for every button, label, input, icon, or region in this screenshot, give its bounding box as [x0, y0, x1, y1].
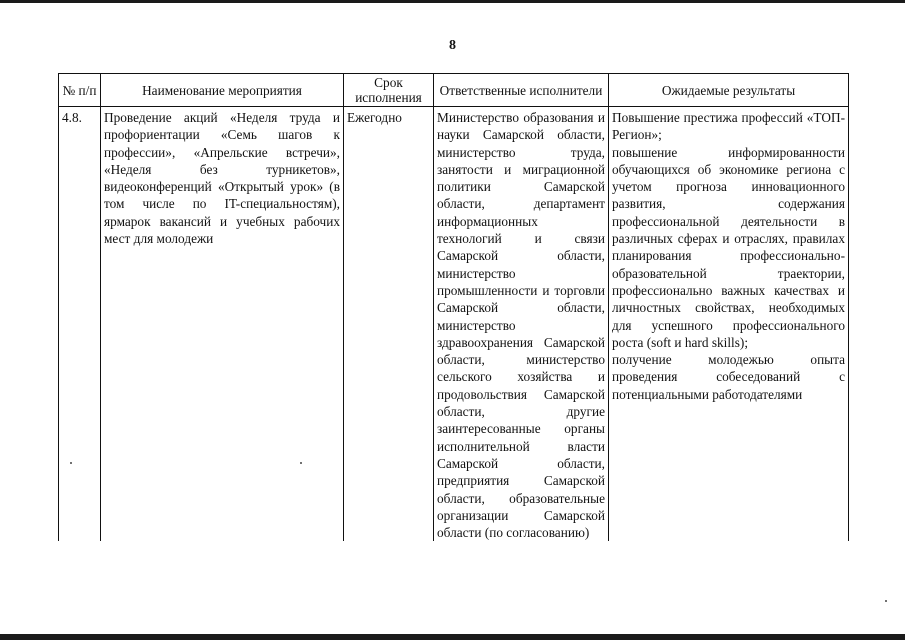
table-header-row: [59, 74, 849, 107]
header-number-line-1: №: [62, 82, 76, 98]
result-item: повышение информированности обучающихся об экономике региона с учетом прогноза инновационного развития, содержания профессиональной деятельности в различных сферах и отраслях, правилах планирования профессионально-образовательной траектории, профессионально важных качествах и личностных свойствах, необходимых для успешного профессионального роста (soft и hard skills);: [612, 144, 845, 350]
scan-speck: [885, 600, 887, 602]
header-results: Ожидаемые результаты: [609, 74, 849, 107]
table-row: [59, 107, 849, 542]
scan-speck: [70, 462, 72, 464]
result-item: получение молодежью опыта проведения собеседований с потенциальными работодателями: [612, 352, 845, 402]
events-table: [58, 73, 849, 541]
scan-bottom-edge: [0, 634, 905, 640]
scan-top-edge: [0, 0, 905, 3]
header-term: [344, 74, 434, 107]
scan-speck: [300, 462, 302, 464]
row-event-name: Проведение акций «Неделя труда и профориентации «Семь шагов к профессии», «Апрельские встречи», «Неделя без турникетов», видеоконференций «Открытый урок» (в том числе по IT-специальностям), ярмарок вакансий и учебных рабочих мест для молодежи: [101, 107, 344, 542]
page-number: 8: [449, 38, 456, 53]
row-term: Ежегодно: [344, 107, 434, 542]
header-number: [59, 74, 101, 107]
result-item: Повышение престижа профессий «ТОП-Регион»;: [612, 110, 845, 143]
row-results: [609, 107, 849, 542]
header-responsible-line-1: Ответственные: [439, 82, 527, 98]
row-responsible: Министерство образования и науки Самарской области, министерство труда, занятости и миграционной политики Самарской области, департамент информационных технологий и связи Самарской области, министерство промышленности и торговли Самарской области, министерство здравоохранения Самарской области, министерство сельского хозяйства и продовольствия Самарской области, другие заинтересованные органы исполнительной власти Самарской области, предприятия Самарской области, образовательные организации Самарской области (по согласованию): [434, 107, 609, 542]
header-responsible: [434, 74, 609, 107]
header-term-line-2: исполнения: [355, 90, 422, 105]
header-term-line-1: Срок: [374, 75, 403, 90]
header-responsible-line-2: исполнители: [529, 82, 603, 98]
row-number: 4.8.: [59, 107, 101, 542]
header-event-name: Наименование мероприятия: [101, 74, 344, 107]
header-number-line-2: п/п: [78, 82, 97, 98]
